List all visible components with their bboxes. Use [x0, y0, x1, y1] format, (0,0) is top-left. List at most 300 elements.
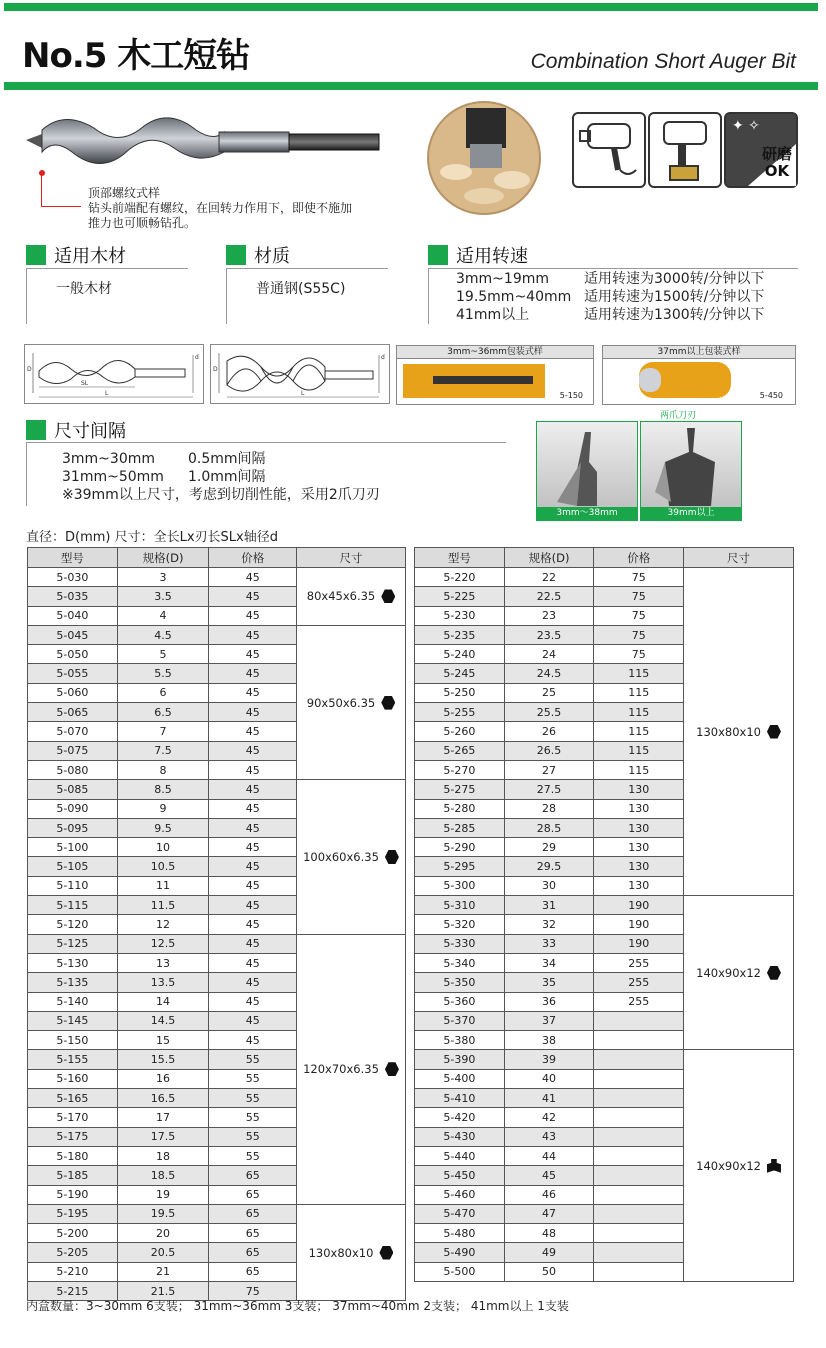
- cell-spec: 41: [504, 1089, 594, 1108]
- cell-model: 5-165: [28, 1089, 118, 1108]
- cell-model: 5-240: [415, 645, 505, 664]
- section-material-title: 材质: [226, 242, 290, 268]
- callout-line: [41, 176, 42, 206]
- cell-price: [594, 1031, 684, 1050]
- cell-model: 5-245: [415, 664, 505, 683]
- cell-spec: 24: [504, 645, 594, 664]
- cell-price: 130: [594, 857, 684, 876]
- cell-model: 5-280: [415, 799, 505, 818]
- cell-price: [594, 1050, 684, 1069]
- cell-model: 5-410: [415, 1089, 505, 1108]
- cell-spec: 32: [504, 915, 594, 934]
- footer-note: 内盒数量：3~30mm 6支装； 31mm~36mm 3支装； 37mm~40mm 2支装； 41mm以上 1支装: [26, 1299, 569, 1313]
- package-photo-1: [403, 364, 545, 398]
- table-row: [415, 568, 794, 587]
- cell-model: 5-035: [28, 587, 118, 606]
- cell-spec: 28: [504, 799, 594, 818]
- cell-price: 115: [594, 683, 684, 702]
- cell-spec: 15.5: [117, 1050, 209, 1069]
- cell-price: 65: [209, 1262, 297, 1281]
- cell-price: 45: [209, 857, 297, 876]
- material-value: 普通钢(S55C): [256, 281, 346, 297]
- col-header-spec: 规格(D): [504, 548, 594, 568]
- cell-price: 190: [594, 915, 684, 934]
- cell-price: 45: [209, 799, 297, 818]
- tip-photo-1: 3mm～38mm: [536, 421, 638, 521]
- cell-model: 5-370: [415, 1011, 505, 1030]
- dimension-diagram-2: [210, 344, 390, 404]
- table-row: [28, 780, 406, 799]
- cell-price: 115: [594, 741, 684, 760]
- cell-spec: 25: [504, 683, 594, 702]
- table-row: [415, 1050, 794, 1069]
- cell-price: 45: [209, 703, 297, 722]
- cell-price: 45: [209, 896, 297, 915]
- cell-spec: 8.5: [117, 780, 209, 799]
- cell-price: 130: [594, 799, 684, 818]
- cell-model: 5-215: [28, 1281, 118, 1300]
- speed-list: 3mm~19mm 适用转速为3000转/分钟以下 19.5mm~40mm 适用转速为1500转/分钟以下 41mm以上 适用转速为1300转/分钟以下: [456, 271, 765, 323]
- cell-price: 75: [594, 625, 684, 644]
- cell-spec: 21: [117, 1262, 209, 1281]
- package-style-1: 3mm~36mm包装式样 5-150: [396, 345, 594, 405]
- cell-price: 65: [209, 1185, 297, 1204]
- cell-spec: 23: [504, 606, 594, 625]
- cell-spec: 9.5: [117, 818, 209, 837]
- cell-price: [594, 1108, 684, 1127]
- cell-model: 5-080: [28, 760, 118, 779]
- cell-spec: 34: [504, 953, 594, 972]
- cell-spec: 46: [504, 1185, 594, 1204]
- cell-price: 75: [594, 568, 684, 587]
- cell-model: 5-260: [415, 722, 505, 741]
- cell-price: 255: [594, 973, 684, 992]
- cell-model: 5-225: [415, 587, 505, 606]
- cell-price: 75: [594, 645, 684, 664]
- cell-model: 5-130: [28, 953, 118, 972]
- cell-spec: 37: [504, 1011, 594, 1030]
- cell-spec: 26.5: [504, 741, 594, 760]
- cell-model: 5-250: [415, 683, 505, 702]
- cell-spec: 31: [504, 896, 594, 915]
- cell-model: 5-155: [28, 1050, 118, 1069]
- cell-spec: 29: [504, 838, 594, 857]
- svg-text:L: L: [105, 390, 109, 397]
- cell-spec: 42: [504, 1108, 594, 1127]
- cell-spec: 3: [117, 568, 209, 587]
- cell-model: 5-075: [28, 741, 118, 760]
- cell-model: 5-400: [415, 1069, 505, 1088]
- cell-model: 5-160: [28, 1069, 118, 1088]
- cell-price: 45: [209, 587, 297, 606]
- cell-spec: 10: [117, 838, 209, 857]
- svg-text:d: d: [381, 354, 385, 361]
- cell-model: 5-500: [415, 1262, 505, 1281]
- cell-model: 5-175: [28, 1127, 118, 1146]
- cell-spec: 4.5: [117, 625, 209, 644]
- package-style-2: 37mm以上包装式样 5-450: [602, 345, 796, 405]
- cell-price: 255: [594, 953, 684, 972]
- cell-model: 5-085: [28, 780, 118, 799]
- cell-model: 5-110: [28, 876, 118, 895]
- cell-price: [594, 1224, 684, 1243]
- cell-model: 5-125: [28, 934, 118, 953]
- callout-line-h: [41, 206, 81, 207]
- cell-model: 5-065: [28, 703, 118, 722]
- col-header-spec: 规格(D): [117, 548, 209, 568]
- cell-model: 5-135: [28, 973, 118, 992]
- cell-model: 5-420: [415, 1108, 505, 1127]
- cell-price: 115: [594, 703, 684, 722]
- cell-price: 45: [209, 818, 297, 837]
- cell-model: 5-265: [415, 741, 505, 760]
- cell-price: 115: [594, 664, 684, 683]
- hex-shank-icon: [379, 1246, 393, 1260]
- top-green-bar: [4, 3, 818, 11]
- svg-text:D: D: [27, 366, 32, 373]
- cell-price: 75: [594, 587, 684, 606]
- cell-spec: 17: [117, 1108, 209, 1127]
- col-header-size: 尺寸: [684, 548, 794, 568]
- cell-model: 5-185: [28, 1166, 118, 1185]
- cell-spec: 7.5: [117, 741, 209, 760]
- cell-spec: 6: [117, 683, 209, 702]
- two-blade-label: 两爪刀刃: [660, 411, 697, 421]
- cell-price: [594, 1166, 684, 1185]
- cell-price: 45: [209, 1011, 297, 1030]
- cell-spec: 19.5: [117, 1204, 209, 1223]
- cell-model: 5-275: [415, 780, 505, 799]
- cell-model: 5-380: [415, 1031, 505, 1050]
- cell-price: 65: [209, 1204, 297, 1223]
- cell-spec: 29.5: [504, 857, 594, 876]
- cell-spec: 14.5: [117, 1011, 209, 1030]
- cell-model: 5-270: [415, 760, 505, 779]
- cell-model: 5-115: [28, 896, 118, 915]
- cell-price: 45: [209, 953, 297, 972]
- cordless-drill-icon: [648, 112, 722, 188]
- cell-model: 5-090: [28, 799, 118, 818]
- hex-shank-icon: [381, 589, 395, 603]
- cell-size: 120x70x6.35: [297, 934, 406, 1204]
- cell-model: 5-430: [415, 1127, 505, 1146]
- cell-model: 5-230: [415, 606, 505, 625]
- cell-model: 5-440: [415, 1146, 505, 1165]
- cell-spec: 12: [117, 915, 209, 934]
- svg-text:SL: SL: [81, 380, 89, 387]
- cell-spec: 25.5: [504, 703, 594, 722]
- cell-price: 190: [594, 896, 684, 915]
- cell-price: 55: [209, 1127, 297, 1146]
- hex-shank-icon: [767, 725, 781, 739]
- cell-spec: 21.5: [117, 1281, 209, 1300]
- cell-price: 190: [594, 934, 684, 953]
- svg-text:L: L: [301, 390, 305, 397]
- section-interval-title: 尺寸间隔: [26, 417, 126, 443]
- green-square-icon: [226, 245, 246, 265]
- cell-spec: 22.5: [504, 587, 594, 606]
- cell-model: 5-330: [415, 934, 505, 953]
- dimension-diagram-1: [24, 344, 204, 404]
- cell-model: 5-055: [28, 664, 118, 683]
- cell-spec: 22: [504, 568, 594, 587]
- cell-price: 75: [594, 606, 684, 625]
- cell-spec: 15: [117, 1031, 209, 1050]
- cell-price: [594, 1011, 684, 1030]
- cell-model: 5-145: [28, 1011, 118, 1030]
- cell-price: 130: [594, 838, 684, 857]
- cell-price: 55: [209, 1108, 297, 1127]
- cell-model: 5-285: [415, 818, 505, 837]
- col-header-price: 价格: [209, 548, 297, 568]
- cell-spec: 28.5: [504, 818, 594, 837]
- cell-price: 130: [594, 780, 684, 799]
- cell-model: 5-140: [28, 992, 118, 1011]
- interval-list: 3mm~30mm 0.5mm间隔 31mm~50mm 1.0mm间隔 ※39mm以上尺寸，考虑到切削性能，采用2爪刀刃: [62, 451, 380, 503]
- hex-shank-icon: [385, 850, 399, 864]
- cell-model: 5-180: [28, 1146, 118, 1165]
- cell-spec: 20: [117, 1224, 209, 1243]
- cell-model: 5-290: [415, 838, 505, 857]
- cell-model: 5-295: [415, 857, 505, 876]
- cell-model: 5-450: [415, 1166, 505, 1185]
- cell-model: 5-310: [415, 896, 505, 915]
- cell-price: [594, 1262, 684, 1281]
- cell-price: 45: [209, 606, 297, 625]
- cell-price: 45: [209, 915, 297, 934]
- hex-shank-icon: [385, 1062, 399, 1076]
- cell-price: 55: [209, 1089, 297, 1108]
- table-row: [28, 934, 406, 953]
- cell-model: 5-060: [28, 683, 118, 702]
- svg-text:D: D: [213, 366, 218, 373]
- spec-table-right: [414, 547, 794, 1282]
- cell-spec: 33: [504, 934, 594, 953]
- cell-price: 45: [209, 876, 297, 895]
- cell-price: 45: [209, 645, 297, 664]
- cell-price: [594, 1204, 684, 1223]
- cell-price: 45: [209, 1031, 297, 1050]
- col-header-size: 尺寸: [297, 548, 406, 568]
- cell-model: 5-300: [415, 876, 505, 895]
- cell-price: 55: [209, 1146, 297, 1165]
- cell-spec: 13: [117, 953, 209, 972]
- cell-spec: 11.5: [117, 896, 209, 915]
- cell-spec: 35: [504, 973, 594, 992]
- cell-size: 130x80x10: [297, 1204, 406, 1300]
- cell-price: 45: [209, 625, 297, 644]
- cell-spec: 16: [117, 1069, 209, 1088]
- cell-model: 5-390: [415, 1050, 505, 1069]
- cell-price: [594, 1243, 684, 1262]
- cell-spec: 30: [504, 876, 594, 895]
- cell-spec: 43: [504, 1127, 594, 1146]
- cell-price: 45: [209, 568, 297, 587]
- cell-price: 45: [209, 838, 297, 857]
- cell-model: 5-200: [28, 1224, 118, 1243]
- cell-size: 140x90x12: [684, 1050, 794, 1282]
- cell-model: 5-350: [415, 973, 505, 992]
- green-square-icon: [26, 245, 46, 265]
- cell-price: 65: [209, 1224, 297, 1243]
- cell-spec: 39: [504, 1050, 594, 1069]
- cell-spec: 13.5: [117, 973, 209, 992]
- hex-shank-icon: [381, 696, 395, 710]
- cell-model: 5-170: [28, 1108, 118, 1127]
- cell-spec: 9: [117, 799, 209, 818]
- table-caption: 直径：D(mm) 尺寸：全长Lx刃长SLx轴径d: [26, 530, 278, 545]
- green-square-icon: [26, 420, 46, 440]
- cell-spec: 14: [117, 992, 209, 1011]
- cell-price: 45: [209, 722, 297, 741]
- cell-price: 45: [209, 992, 297, 1011]
- col-header-price: 价格: [594, 548, 684, 568]
- cell-spec: 38: [504, 1031, 594, 1050]
- cell-price: 45: [209, 760, 297, 779]
- table-row: [28, 625, 406, 644]
- cell-model: 5-235: [415, 625, 505, 644]
- col-header-model: 型号: [415, 548, 505, 568]
- cell-price: 45: [209, 780, 297, 799]
- cell-model: 5-190: [28, 1185, 118, 1204]
- cell-price: 45: [209, 973, 297, 992]
- cell-model: 5-480: [415, 1224, 505, 1243]
- cell-model: 5-255: [415, 703, 505, 722]
- cell-price: 45: [209, 664, 297, 683]
- cell-model: 5-220: [415, 568, 505, 587]
- page-subtitle: Combination Short Auger Bit: [530, 50, 796, 73]
- cell-spec: 24.5: [504, 664, 594, 683]
- cell-price: [594, 1185, 684, 1204]
- cell-spec: 49: [504, 1243, 594, 1262]
- two-blade-shank-icon: [767, 1159, 781, 1173]
- cell-price: 130: [594, 818, 684, 837]
- cell-price: 45: [209, 741, 297, 760]
- cell-price: 75: [209, 1281, 297, 1300]
- hex-shank-icon: [767, 966, 781, 980]
- section-wood-title: 适用木材: [26, 242, 126, 268]
- cell-spec: 12.5: [117, 934, 209, 953]
- cell-spec: 5: [117, 645, 209, 664]
- cell-model: 5-210: [28, 1262, 118, 1281]
- cell-model: 5-460: [415, 1185, 505, 1204]
- cell-model: 5-050: [28, 645, 118, 664]
- tip-photo-2: 39mm以上: [640, 421, 742, 521]
- table-row: [415, 896, 794, 915]
- spec-table-left: [27, 547, 406, 1301]
- cell-model: 5-100: [28, 838, 118, 857]
- cell-size: 130x80x10: [684, 568, 794, 896]
- col-header-model: 型号: [28, 548, 118, 568]
- wood-value: 一般木材: [56, 281, 112, 297]
- cell-model: 5-150: [28, 1031, 118, 1050]
- header-green-bar: [4, 82, 818, 90]
- cell-model: 5-490: [415, 1243, 505, 1262]
- cell-price: [594, 1127, 684, 1146]
- cell-model: 5-045: [28, 625, 118, 644]
- package-photo-2: [639, 362, 731, 398]
- cell-model: 5-360: [415, 992, 505, 1011]
- cell-spec: 20.5: [117, 1243, 209, 1262]
- cell-size: 80x45x6.35: [297, 568, 406, 626]
- cell-spec: 47: [504, 1204, 594, 1223]
- cell-spec: 40: [504, 1069, 594, 1088]
- green-square-icon: [428, 245, 448, 265]
- cell-price: 130: [594, 876, 684, 895]
- callout-text: 顶部螺纹式样 钻头前端配有螺纹，在回转力作用下，即使不施加 推力也可顺畅钻孔。: [88, 186, 353, 230]
- cell-price: 115: [594, 760, 684, 779]
- cell-model: 5-470: [415, 1204, 505, 1223]
- cell-model: 5-095: [28, 818, 118, 837]
- cell-spec: 23.5: [504, 625, 594, 644]
- cell-model: 5-040: [28, 606, 118, 625]
- cell-spec: 10.5: [117, 857, 209, 876]
- cell-model: 5-320: [415, 915, 505, 934]
- cell-size: 100x60x6.35: [297, 780, 406, 934]
- cell-price: 45: [209, 683, 297, 702]
- cell-spec: 26: [504, 722, 594, 741]
- woodwork-photo: [426, 100, 542, 216]
- cell-price: 55: [209, 1069, 297, 1088]
- cell-model: 5-340: [415, 953, 505, 972]
- cell-spec: 19: [117, 1185, 209, 1204]
- cell-spec: 27.5: [504, 780, 594, 799]
- grinding-ok-badge: ✦ ✧ 研磨 OK: [724, 112, 798, 188]
- cell-model: 5-105: [28, 857, 118, 876]
- section-speed-title: 适用转速: [428, 242, 528, 268]
- svg-text:d: d: [195, 354, 199, 361]
- auger-bit-illustration: [24, 108, 384, 178]
- cell-model: 5-120: [28, 915, 118, 934]
- table-row: [28, 568, 406, 587]
- cell-spec: 7: [117, 722, 209, 741]
- cell-spec: 18: [117, 1146, 209, 1165]
- cell-spec: 6.5: [117, 703, 209, 722]
- cell-spec: 45: [504, 1166, 594, 1185]
- cell-spec: 44: [504, 1146, 594, 1165]
- drill-icon: [572, 112, 646, 188]
- cell-spec: 3.5: [117, 587, 209, 606]
- cell-spec: 36: [504, 992, 594, 1011]
- cell-price: 65: [209, 1166, 297, 1185]
- table-row: [28, 1204, 406, 1223]
- cell-price: 55: [209, 1050, 297, 1069]
- page-title: No.5 木工短钻: [22, 36, 250, 76]
- cell-spec: 50: [504, 1262, 594, 1281]
- cell-spec: 16.5: [117, 1089, 209, 1108]
- cell-spec: 17.5: [117, 1127, 209, 1146]
- cell-size: 90x50x6.35: [297, 625, 406, 779]
- cell-model: 5-195: [28, 1204, 118, 1223]
- cell-price: 255: [594, 992, 684, 1011]
- sparkle-icon: ✦ ✧: [732, 118, 760, 134]
- cell-spec: 11: [117, 876, 209, 895]
- cell-spec: 8: [117, 760, 209, 779]
- cell-spec: 48: [504, 1224, 594, 1243]
- cell-price: 45: [209, 934, 297, 953]
- cell-spec: 27: [504, 760, 594, 779]
- cell-price: [594, 1146, 684, 1165]
- cell-model: 5-205: [28, 1243, 118, 1262]
- cell-spec: 5.5: [117, 664, 209, 683]
- cell-model: 5-070: [28, 722, 118, 741]
- cell-spec: 4: [117, 606, 209, 625]
- cell-price: 65: [209, 1243, 297, 1262]
- cell-size: 140x90x12: [684, 896, 794, 1050]
- cell-price: 115: [594, 722, 684, 741]
- cell-model: 5-030: [28, 568, 118, 587]
- cell-price: [594, 1069, 684, 1088]
